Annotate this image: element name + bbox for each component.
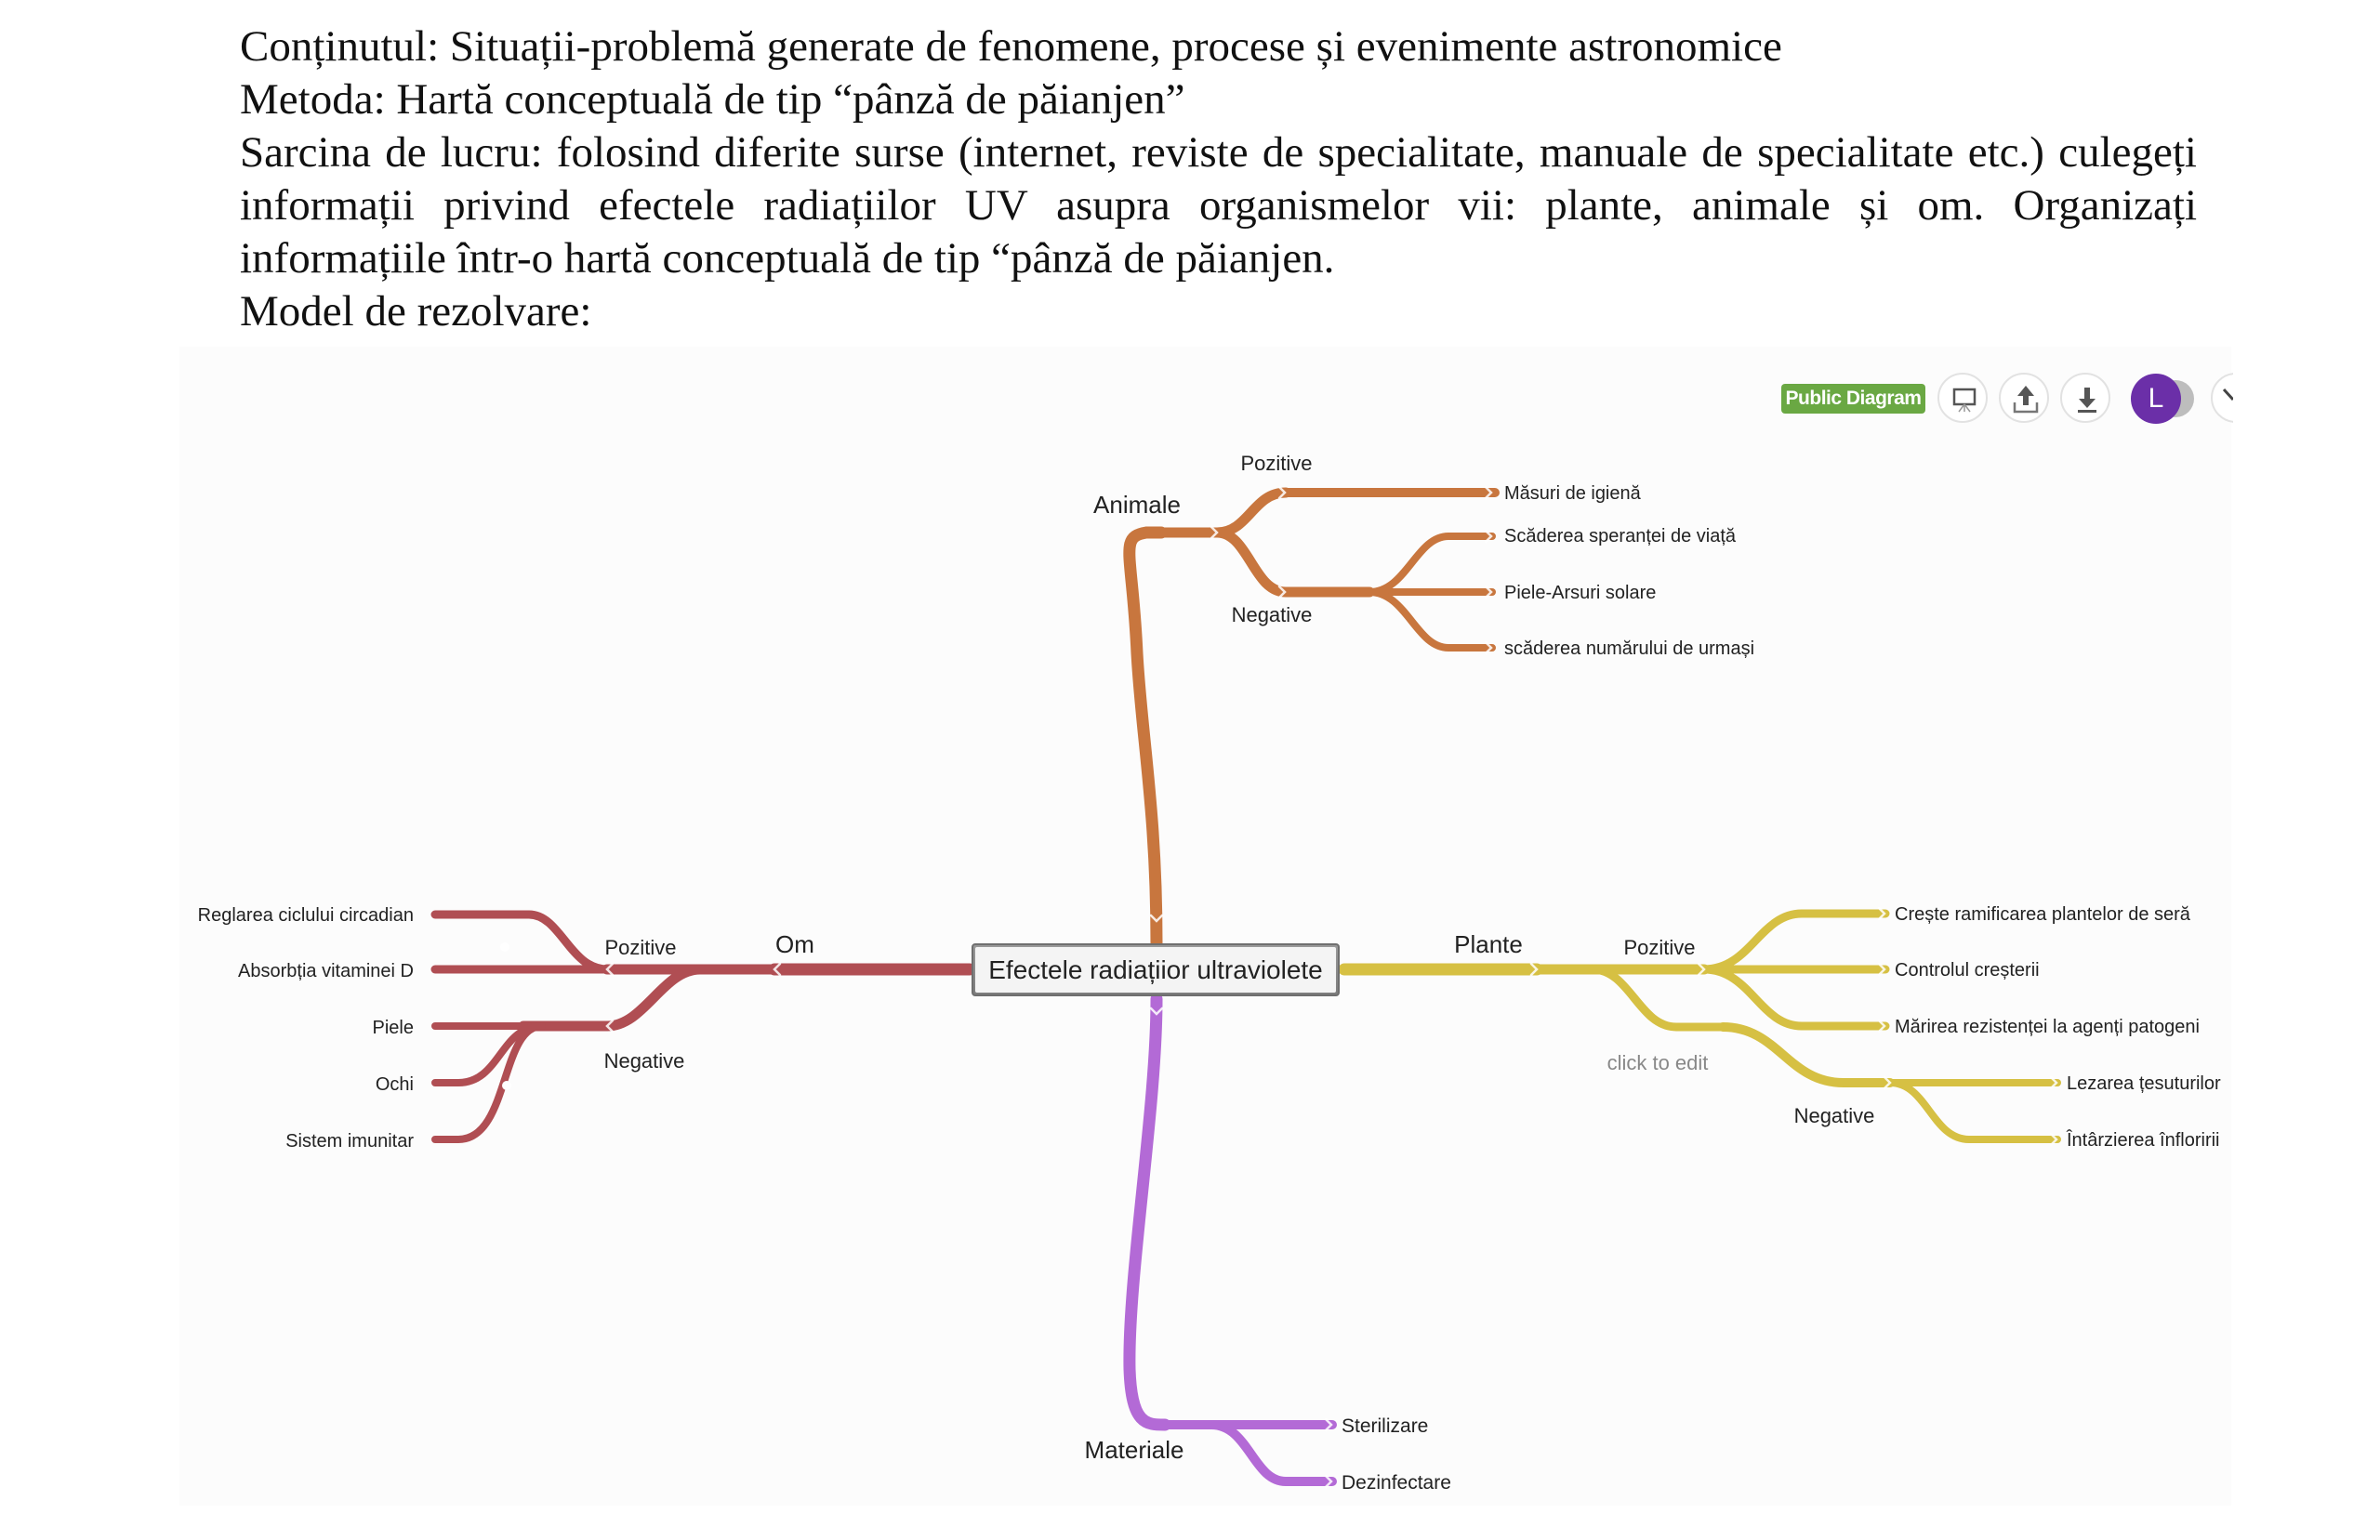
content-line: Conținutul: Situații-problemă generate de fenomene, procese și evenimente astronomice [240, 22, 1782, 71]
node-om-negative[interactable]: Negative [603, 1049, 685, 1073]
avatar[interactable]: L [2131, 374, 2181, 424]
node-om[interactable]: Om [775, 930, 814, 958]
branch-om [435, 915, 970, 1139]
connector-materiale-item-2 [1211, 1425, 1332, 1481]
edit-hint[interactable]: click to edit [1606, 1051, 1709, 1074]
task-paragraph: Sarcina de lucru: folosind diferite surse (internet, reviste de specialitate, manuale de specialitate etc.) culegeți informații privind efectele radiațiilor UV asupra organismelor vii: plante, animale și om. Organizați informațiile într-o hartă conceptuală de tip “pânză de păianjen. [240, 128, 2197, 283]
leaf-om-negative-1[interactable]: Piele [372, 1018, 414, 1038]
node-plante-negative[interactable]: Negative [1793, 1104, 1875, 1127]
download-icon [2062, 375, 2112, 425]
node-plante-pozitive[interactable]: Pozitive [1623, 936, 1696, 959]
public-diagram-badge[interactable]: Public Diagram [1781, 384, 1925, 414]
node-om-pozitive[interactable]: Pozitive [604, 936, 677, 959]
connector-pozitive-item-1 [1704, 914, 1885, 969]
leaf-plante-pozitive-2[interactable]: Controlul creșterii [1895, 960, 2040, 981]
branch-materiale [1130, 999, 1332, 1481]
presentation-button[interactable] [1937, 373, 1988, 423]
more-button[interactable] [2211, 373, 2233, 423]
share-upload-icon [2001, 375, 2051, 425]
method-line: Metoda: Hartă conceptuală de tip “pânză de păianjen” [240, 75, 1185, 124]
share-button[interactable] [1999, 373, 2049, 423]
handle-dot[interactable] [500, 942, 509, 952]
connector-pozitive-edit [1593, 969, 1723, 1027]
node-plante[interactable]: Plante [1454, 930, 1523, 958]
more-icon [2213, 375, 2233, 425]
node-animale[interactable]: Animale [1093, 491, 1181, 519]
document-text [240, 20, 2197, 338]
leaf-animale-negative-3[interactable]: scăderea numărului de urmași [1504, 638, 1755, 659]
node-animale-negative[interactable]: Negative [1231, 603, 1313, 626]
connector-center-materiale [1130, 999, 1165, 1425]
presentation-icon [1939, 375, 1990, 425]
node-animale-pozitive[interactable]: Pozitive [1240, 452, 1313, 475]
leaf-plante-negative-1[interactable]: Lezarea țesuturilor [2067, 1073, 2221, 1094]
connector-negative-item-1 [1369, 536, 1492, 592]
handle-dot[interactable] [502, 1081, 511, 1090]
connector-pozitive-item-1 [435, 915, 607, 969]
connector-plante-negative [1723, 1027, 1890, 1083]
branch-animale [1130, 493, 1495, 943]
connector-center-animale [1130, 533, 1161, 943]
diagram-toolbar [1781, 371, 2233, 427]
center-label[interactable]: Efectele radiațiior ultraviolete [988, 955, 1323, 984]
download-button[interactable] [2060, 373, 2110, 423]
connector-animale-negative [1217, 533, 1369, 592]
leaf-materiale-2[interactable]: Dezinfectare [1342, 1472, 1451, 1494]
leaf-animale-negative-1[interactable]: Scăderea speranței de viață [1504, 526, 1737, 546]
leaf-plante-pozitive-1[interactable]: Crește ramificarea plantelor de seră [1895, 904, 2190, 925]
connector-negative-item-2 [1890, 1083, 2057, 1139]
leaf-plante-negative-2[interactable]: Întârzierea înfloririi [2067, 1130, 2220, 1151]
leaf-om-negative-3[interactable]: Sistem imunitar [285, 1131, 414, 1152]
connector-om-negative [523, 969, 700, 1026]
leaf-materiale-1[interactable]: Sterilizare [1342, 1415, 1429, 1437]
leaf-animale-pozitive-1[interactable]: Măsuri de igienă [1504, 483, 1641, 504]
center-node[interactable] [972, 944, 1339, 995]
leaf-animale-negative-2[interactable]: Piele-Arsuri solare [1504, 583, 1657, 603]
connector-negative-item-3 [1369, 592, 1492, 648]
leaf-om-pozitive-2[interactable]: Absorbția vitaminei D [238, 961, 414, 981]
mindmap-svg[interactable] [179, 347, 2231, 1506]
leaf-om-pozitive-1[interactable]: Reglarea ciclului circadian [197, 905, 414, 926]
leaf-om-negative-2[interactable]: Ochi [375, 1074, 414, 1095]
node-materiale[interactable]: Materiale [1084, 1436, 1184, 1464]
model-line: Model de rezolvare: [240, 287, 592, 336]
mindmap-canvas[interactable] [179, 347, 2231, 1506]
leaf-plante-pozitive-3[interactable]: Mărirea rezistenței la agenți patogeni [1895, 1017, 2200, 1037]
connector-pozitive-item-3 [1704, 969, 1885, 1026]
